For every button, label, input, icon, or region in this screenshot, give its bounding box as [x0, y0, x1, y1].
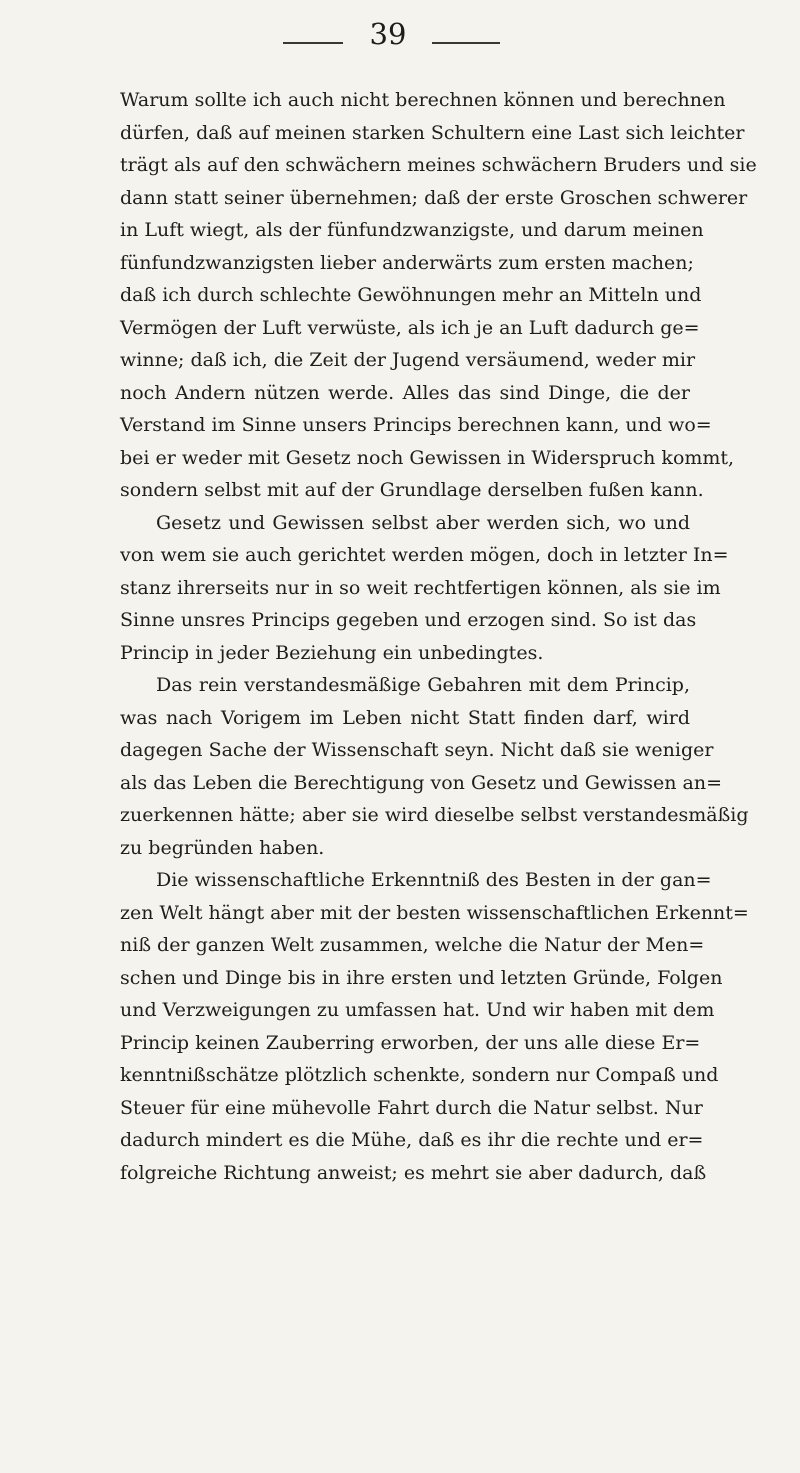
text-line: dann statt seiner übernehmen; daß der erste Groschen schwerer	[120, 186, 748, 209]
text-line: sondern selbst mit auf der Grundlage derselben fußen kann.	[120, 479, 704, 501]
text-line: noch Andern nützen werde. Alles das sind Dinge, die der	[120, 381, 690, 404]
body-text	[120, 84, 757, 1189]
page-header	[0, 0, 800, 60]
text-line: zu begründen haben.	[120, 836, 325, 859]
text-line: daß ich durch schlechte Gewöhnungen mehr an Mitteln und	[120, 284, 702, 306]
text-line: Das rein verstandesmäßige Gebahren mit dem Princip,	[156, 674, 690, 696]
text-line: Warum sollte ich auch nicht berechnen können und berechnen	[120, 89, 726, 111]
text-line: Sinne unsres Princips gegeben und erzogen sind. So ist das	[120, 609, 697, 631]
text-line: dagegen Sache der Wissenschaft seyn. Nicht daß sie weniger	[120, 739, 714, 761]
text-line: stanz ihrerseits nur in so weit rechtfertigen können, als sie im	[120, 576, 721, 599]
text-line: Steuer für eine mühevolle Fahrt durch die Natur selbst. Nur	[120, 1096, 703, 1119]
text-line: Princip keinen Zauberring erworben, der uns alle diese Er=	[120, 1031, 701, 1054]
text-line: Princip in jeder Beziehung ein unbedingtes.	[120, 641, 544, 664]
text-line: was nach Vorigem im Leben nicht Statt finden darf, wird	[120, 706, 690, 729]
text-line: winne; daß ich, die Zeit der Jugend versäumend, weder mir	[120, 349, 696, 371]
text-line: und Verzweigungen zu umfassen hat. Und wir haben mit dem	[120, 999, 715, 1021]
text-line: als das Leben die Berechtigung von Gesetz und Gewissen an=	[120, 771, 722, 794]
text-line: schen und Dinge bis in ihre ersten und letzten Gründe, Folgen	[120, 966, 723, 989]
text-line: dürfen, daß auf meinen starken Schultern eine Last sich leichter	[120, 121, 745, 144]
text-line: in Luft wiegt, als der fünfundzwanzigste, und darum meinen	[120, 219, 704, 241]
text-line: zen Welt hängt aber mit der besten wissenschaftlichen Erkennt=	[120, 901, 749, 924]
text-line: niß der ganzen Welt zusammen, welche die Natur der Men=	[120, 934, 705, 956]
text-line: zuerkennen hätte; aber sie wird dieselbe selbst verstandesmäßig	[120, 804, 749, 826]
text-line: dadurch mindert es die Mühe, daß es ihr die rechte und er=	[120, 1129, 704, 1151]
text-line: trägt als auf den schwächern meines schwächern Bruders und sie	[120, 154, 757, 176]
text-line: Verstand im Sinne unsers Princips berechnen kann, und wo=	[120, 414, 712, 436]
text-line: Die wissenschaftliche Erkenntniß des Besten in der gan=	[156, 869, 712, 891]
text-line: folgreiche Richtung anweist; es mehrt sie aber dadurch, daß	[120, 1161, 707, 1184]
text-line: von wem sie auch gerichtet werden mögen, doch in letzter In=	[120, 544, 729, 566]
text-line: fünfundzwanzigsten lieber anderwärts zum ersten machen;	[120, 251, 694, 274]
header-rule-left	[283, 42, 343, 44]
header-rule-right	[432, 42, 500, 44]
text-line: bei er weder mit Gesetz noch Gewissen in Widerspruch kommt,	[120, 446, 735, 469]
text-line: Gesetz und Gewissen selbst aber werden sich, wo und	[156, 511, 690, 534]
text-line: Vermögen der Luft verwüste, als ich je an Luft dadurch ge=	[120, 316, 700, 339]
text-line: kenntnißschätze plötzlich schenkte, sondern nur Compaß und	[120, 1064, 719, 1086]
page-number: 39	[369, 17, 407, 51]
